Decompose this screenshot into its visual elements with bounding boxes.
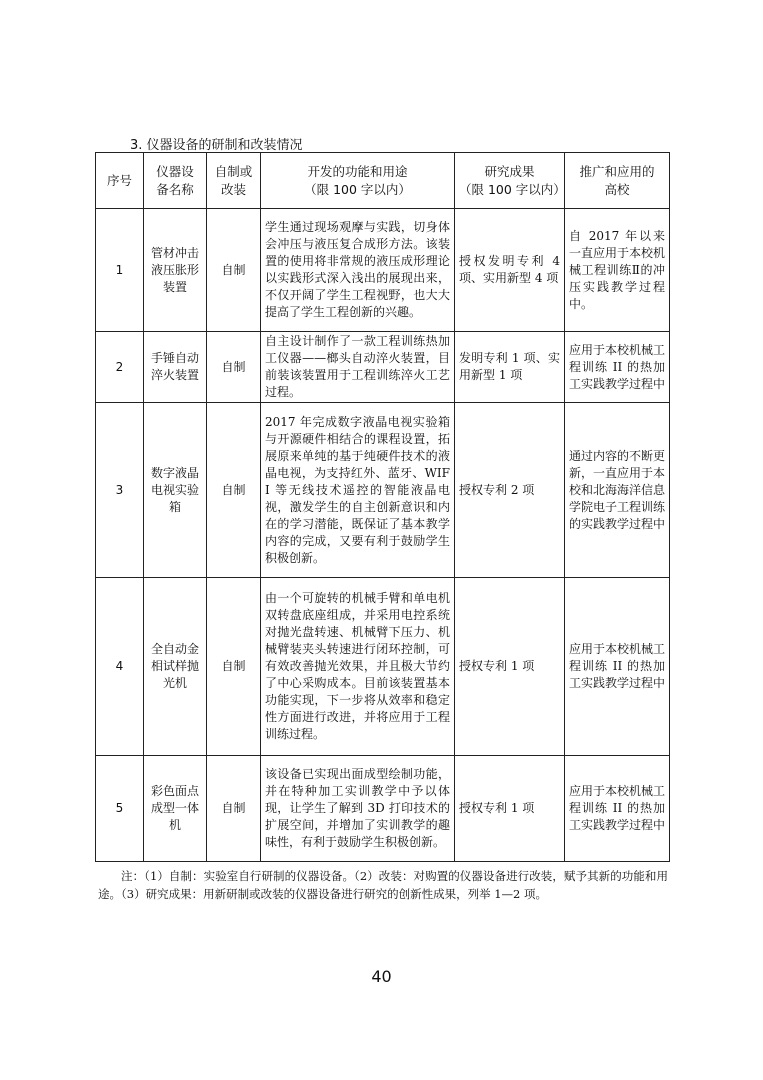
row-application: 应用于本校机械工程训练 II 的热加工实践教学过程中 [565,332,670,403]
table-row [96,756,670,862]
row-device-name: 数字液晶 电视实验 箱 [144,403,207,578]
row-function: 该设备已实现出面成型绘制功能，并在特种加工实训教学中予以体现，让学生了解到 3D 打印技术的扩展空间，并增加了实训教学的趣味性，有利于鼓励学生积极创新。 [261,756,455,862]
table-row [96,332,670,403]
table-footnote: 注：（1）自制：实验室自行研制的仪器设备。（2）改装：对购置的仪器设备进行改装，赋予其新的功能和用途。（3）研究成果：用新研制或改装的仪器设备进行研究的创新性成果，列举 1—2 项。 [98,869,668,901]
row-type: 自制 [207,578,261,756]
row-type: 自制 [207,403,261,578]
row-type: 自制 [207,756,261,862]
row-device-name: 管材冲击 液压胀形 装置 [144,209,207,332]
equipment-table [95,152,670,862]
table-row [96,578,670,756]
header-function: 开发的功能和用途 （限 100 字以内） [261,153,455,209]
row-function: 2017 年完成数字液晶电视实验箱与开源硬件相结合的课程设置，拓展原来单纯的基于纯硬件技术的液晶电视，为支持红外、蓝牙、WIFI 等无线技术遥控的智能液晶电视，激发学生的自主创新意识和内在的学习潜能，既保证了基本教学内容的完成，又要有利于鼓励学生积极创新。 [261,403,455,578]
row-application: 通过内容的不断更新，一直应用于本校和北海海洋信息学院电子工程训练的实践教学过程中 [565,403,670,578]
row-result: 授权专利 1 项 [455,578,565,756]
row-result: 授权发明专利 4 项、实用新型 4 项 [455,209,565,332]
row-result: 发明专利 1 项、实用新型 1 项 [455,332,565,403]
row-index: 4 [96,578,144,756]
header-type: 自制或 改装 [207,153,261,209]
row-result: 授权专利 1 项 [455,756,565,862]
header-device-name: 仪器设 备名称 [144,153,207,209]
row-device-name: 手锤自动 淬火装置 [144,332,207,403]
row-index: 5 [96,756,144,862]
row-type: 自制 [207,209,261,332]
header-application: 推广和应用的 高校 [565,153,670,209]
header-result: 研究成果 （限 100 字以内） [455,153,565,209]
table-header-row [96,153,670,209]
row-device-name: 彩色面点 成型一体 机 [144,756,207,862]
section-title: 3. 仪器设备的研制和改装情况 [130,138,303,153]
row-function: 由一个可旋转的机械手臂和单电机双转盘底座组成，并采用电控系统对抛光盘转速、机械臂下压力、机械臂装夹头转速进行闭环控制，可有效改善抛光效果，并且极大节约了中心采购成本。目前该装置基本功能实现，下一步将从效率和稳定性方面进行改进，并将应用于工程训练过程。 [261,578,455,756]
table-row [96,403,670,578]
header-index: 序号 [96,153,144,209]
page-number: 40 [371,967,392,986]
row-function: 学生通过现场观摩与实践，切身体会冲压与液压复合成形方法。该装置的使用将非常规的液压成形理论以实践形式深入浅出的展现出来，不仅开阔了学生工程视野，也大大提高了学生工程创新的兴趣。 [261,209,455,332]
row-application: 自 2017 年以来一直应用于本校机械工程训练Ⅱ的冲压实践教学过程中。 [565,209,670,332]
row-type: 自制 [207,332,261,403]
row-function: 自主设计制作了一款工程训练热加工仪器——榔头自动淬火装置，目前装该装置用于工程训练淬火工艺过程。 [261,332,455,403]
row-result: 授权专利 2 项 [455,403,565,578]
table-row [96,209,670,332]
row-index: 2 [96,332,144,403]
row-application: 应用于本校机械工程训练 II 的热加工实践教学过程中 [565,578,670,756]
row-index: 3 [96,403,144,578]
row-device-name: 全自动金 相试样抛 光机 [144,578,207,756]
row-application: 应用于本校机械工程训练 II 的热加工实践教学过程中 [565,756,670,862]
row-index: 1 [96,209,144,332]
